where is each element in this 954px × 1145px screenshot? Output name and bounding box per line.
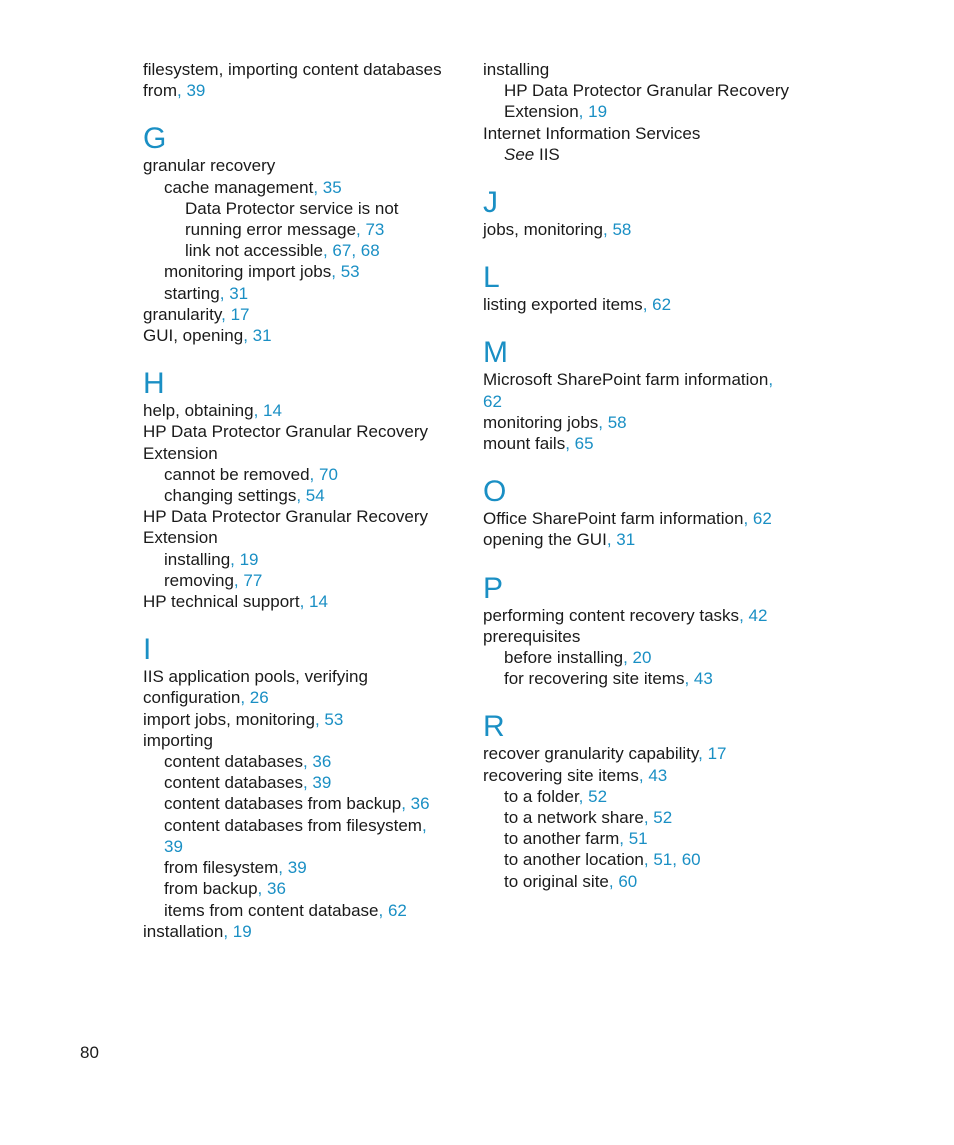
index-entry-term: removing xyxy=(164,570,234,590)
index-entry-term: from backup xyxy=(164,879,258,899)
index-entry-term: installation xyxy=(143,921,224,941)
index-entry xyxy=(483,144,803,165)
index-entry xyxy=(483,849,803,870)
index-entry-term: HP Data Protector Granular Recovery xyxy=(143,507,429,527)
index-entry-term: for recovering site items xyxy=(504,669,685,689)
index-entry xyxy=(143,900,463,921)
index-entry-term: to a folder xyxy=(504,786,579,806)
index-entry xyxy=(143,506,463,527)
index-section-continued xyxy=(483,59,803,165)
index-entry-term: import jobs, monitoring xyxy=(143,709,315,729)
index-page-reference[interactable]: , 43 xyxy=(638,765,668,785)
index-entry xyxy=(143,857,463,878)
index-entry-term: items from content database xyxy=(164,900,379,920)
index-page-reference[interactable]: , 42 xyxy=(739,605,768,625)
index-page-reference[interactable]: , 62 xyxy=(743,509,772,529)
index-entry-term: GUI, opening xyxy=(143,326,244,346)
index-page-reference[interactable]: , 14 xyxy=(253,401,282,421)
index-page-reference[interactable]: , 51 xyxy=(619,829,648,849)
index-page-reference[interactable]: , 65 xyxy=(565,434,594,454)
index-entry xyxy=(483,294,803,315)
index-entry xyxy=(143,751,463,772)
index-entry-term: help, obtaining xyxy=(143,401,254,421)
index-entry-term: HP technical support xyxy=(143,592,300,612)
index-page-reference[interactable]: , 17 xyxy=(698,744,727,764)
index-entry xyxy=(143,709,463,730)
index-page-reference[interactable]: , 60 xyxy=(608,871,638,891)
index-entry-term: IIS application pools, verifying xyxy=(143,667,368,687)
index-section-l xyxy=(483,262,803,315)
index-entry-term: before installing xyxy=(504,648,624,668)
index-page-reference[interactable]: , 19 xyxy=(230,549,259,569)
index-entry xyxy=(143,283,463,304)
index-entry xyxy=(483,765,803,786)
index-entry xyxy=(143,443,463,464)
index-page-reference[interactable]: , 39 xyxy=(302,773,332,793)
index-entry xyxy=(143,261,463,282)
index-entry-term: to another location xyxy=(504,850,644,870)
index-letter-heading: R xyxy=(483,710,505,744)
index-page-reference[interactable]: , 67, 68 xyxy=(322,241,380,261)
index-entry-term: listing exported items xyxy=(483,295,643,315)
index-entry-term: HP Data Protector Granular Recovery xyxy=(504,81,790,101)
index-entry xyxy=(143,80,463,101)
index-entry-term: from filesystem xyxy=(164,858,279,878)
index-entry xyxy=(143,59,463,80)
index-entry xyxy=(483,743,803,764)
index-entry-term: content databases from backup xyxy=(164,794,402,814)
index-entry-term: Office SharePoint farm information xyxy=(483,509,744,529)
index-entry-term: to a network share xyxy=(504,808,644,828)
index-letter-heading: I xyxy=(143,633,152,667)
index-entry xyxy=(143,464,463,485)
index-entry xyxy=(483,219,803,240)
index-page-reference[interactable]: , xyxy=(768,370,774,390)
index-entry-term: cannot be removed xyxy=(164,464,310,484)
index-page-reference[interactable]: , 58 xyxy=(603,220,632,240)
index-entry-term: Extension xyxy=(143,528,218,548)
index-entry-term: content databases xyxy=(164,773,303,793)
index-page-reference[interactable]: , 54 xyxy=(296,486,325,506)
index-entry-term: opening the GUI xyxy=(483,530,607,550)
index-entry xyxy=(143,400,463,421)
index-letter-heading: J xyxy=(483,186,498,220)
index-entry xyxy=(483,807,803,828)
index-letter-heading: O xyxy=(483,475,507,509)
index-entry-term: granularity xyxy=(143,304,222,324)
index-section-o xyxy=(483,476,803,550)
index-section-m xyxy=(483,337,803,454)
index-entry-term: monitoring import jobs xyxy=(164,262,332,282)
index-section-h xyxy=(143,368,463,612)
index-entry-term: Extension xyxy=(143,443,218,463)
index-page-reference[interactable]: , 36 xyxy=(302,752,332,772)
index-entry xyxy=(483,626,803,647)
index-entry-term: changing settings xyxy=(164,486,297,506)
index-entry xyxy=(483,391,803,412)
index-entry-term: mount fails xyxy=(483,434,566,454)
index-entry xyxy=(143,549,463,570)
index-entry-term: to original site xyxy=(504,871,609,891)
index-entry xyxy=(483,80,803,101)
index-entry xyxy=(143,730,463,751)
index-entry xyxy=(143,219,463,240)
index-entry xyxy=(483,786,803,807)
index-page-reference[interactable]: , 62 xyxy=(642,295,672,315)
index-entry xyxy=(143,687,463,708)
index-letter-heading: L xyxy=(483,261,500,295)
index-entry xyxy=(483,59,803,80)
index-letter-heading: P xyxy=(483,571,504,605)
index-entry xyxy=(483,871,803,892)
index-entry xyxy=(483,101,803,122)
index-entry xyxy=(143,485,463,506)
index-entry xyxy=(143,527,463,548)
index-page-reference[interactable]: , 62 xyxy=(378,900,407,920)
index-entry-term: Data Protector service is not xyxy=(185,198,399,218)
index-entry-term: installing xyxy=(483,60,550,79)
index-page-reference[interactable]: , 31 xyxy=(219,283,249,303)
index-entry xyxy=(483,412,803,433)
index-page-reference[interactable]: , 43 xyxy=(684,669,713,689)
index-entry xyxy=(483,668,803,689)
index-page-reference[interactable]: , 26 xyxy=(240,688,269,708)
index-entry-term: to another farm xyxy=(504,829,620,849)
index-page-reference[interactable]: , xyxy=(421,815,427,835)
index-page-reference[interactable]: , 53 xyxy=(331,262,360,282)
index-section-i xyxy=(143,634,463,942)
index-letter-heading: M xyxy=(483,336,508,370)
index-page-reference[interactable]: , 19 xyxy=(578,102,608,122)
index-entry xyxy=(483,369,803,390)
index-entry-term: content databases from filesystem xyxy=(164,815,422,835)
index-entry xyxy=(143,793,463,814)
index-page-reference[interactable]: , 14 xyxy=(299,592,328,612)
index-page-reference[interactable]: , 17 xyxy=(221,304,250,324)
index-entry-term: jobs, monitoring xyxy=(483,220,604,240)
index-entry-term: starting xyxy=(164,283,220,303)
index-column-right xyxy=(483,59,803,892)
index-entry xyxy=(143,666,463,687)
index-entry xyxy=(143,815,463,836)
index-page-reference[interactable]: , 36 xyxy=(401,794,430,814)
index-page-reference[interactable]: , 19 xyxy=(223,921,252,941)
index-entry xyxy=(483,605,803,626)
index-entry xyxy=(143,878,463,899)
index-entry-term: prerequisites xyxy=(483,626,581,646)
index-page-reference[interactable]: , 51, 60 xyxy=(643,850,701,870)
index-entry-term: recover granularity capability xyxy=(483,744,699,764)
index-column-left xyxy=(143,59,463,942)
index-page-reference[interactable]: , 20 xyxy=(623,648,652,668)
index-page-reference[interactable]: 62 xyxy=(483,391,502,411)
index-entry xyxy=(143,570,463,591)
index-page-reference[interactable]: , 39 xyxy=(177,81,206,101)
index-entry xyxy=(483,123,803,144)
index-entry xyxy=(143,240,463,261)
index-entry-term: link not accessible xyxy=(185,241,323,261)
index-entry-term: IIS xyxy=(534,144,560,164)
index-letter-heading: H xyxy=(143,367,165,401)
index-entry xyxy=(143,921,463,942)
index-entry-term: granular recovery xyxy=(143,156,276,176)
index-entry xyxy=(143,772,463,793)
index-page-reference[interactable]: 39 xyxy=(164,836,183,856)
index-entry xyxy=(143,304,463,325)
index-page-reference[interactable]: , 36 xyxy=(257,879,286,899)
index-entry xyxy=(143,325,463,346)
index-entry xyxy=(483,508,803,529)
index-entry xyxy=(143,155,463,176)
index-page-reference[interactable]: , 31 xyxy=(243,326,272,346)
index-page-reference[interactable]: , 53 xyxy=(314,709,344,729)
index-entry xyxy=(483,828,803,849)
index-entry-term: cache management xyxy=(164,177,314,197)
index-entry-term: monitoring jobs xyxy=(483,412,599,432)
index-entry-term: running error message xyxy=(185,220,357,240)
index-entry-term: Extension xyxy=(504,102,579,122)
index-entry xyxy=(143,198,463,219)
index-entry-term: HP Data Protector Granular Recovery xyxy=(143,422,429,442)
index-letter-heading: G xyxy=(143,122,167,156)
index-entry-term: filesystem, importing content databases xyxy=(143,60,442,79)
index-entry-term: importing xyxy=(143,730,213,750)
page-number: 80 xyxy=(80,1043,99,1062)
see-reference-label: See xyxy=(504,144,535,164)
index-entry-term: Microsoft SharePoint farm information xyxy=(483,370,769,390)
index-section-continued xyxy=(143,59,463,101)
index-page-reference[interactable]: , 73 xyxy=(356,220,385,240)
index-entry-term: performing content recovery tasks xyxy=(483,605,740,625)
index-entry xyxy=(143,421,463,442)
index-section-p xyxy=(483,573,803,690)
index-entry xyxy=(483,433,803,454)
index-page-reference[interactable]: , 52 xyxy=(643,808,673,828)
index-entry-term: recovering site items xyxy=(483,765,639,785)
index-entry-term: Internet Information Services xyxy=(483,123,701,143)
index-page-reference[interactable]: , 77 xyxy=(233,570,263,590)
index-page-reference[interactable]: , 70 xyxy=(309,464,338,484)
index-entry xyxy=(143,836,463,857)
index-entry xyxy=(483,647,803,668)
index-section-j xyxy=(483,187,803,240)
index-page-reference[interactable]: , 31 xyxy=(606,530,636,550)
index-entry-term: installing xyxy=(164,549,231,569)
index-page-reference[interactable]: , 35 xyxy=(313,177,342,197)
index-page-reference[interactable]: , 39 xyxy=(278,858,307,878)
index-entry xyxy=(483,529,803,550)
index-entry-term: content databases xyxy=(164,752,303,772)
index-entry-term: from xyxy=(143,81,177,101)
index-section-g xyxy=(143,123,463,346)
index-entry-term: configuration xyxy=(143,688,241,708)
index-entry xyxy=(143,591,463,612)
index-page-reference[interactable]: , 52 xyxy=(578,786,608,806)
index-page-reference[interactable]: , 58 xyxy=(598,412,627,432)
index-section-r xyxy=(483,711,803,891)
index-entry xyxy=(143,177,463,198)
